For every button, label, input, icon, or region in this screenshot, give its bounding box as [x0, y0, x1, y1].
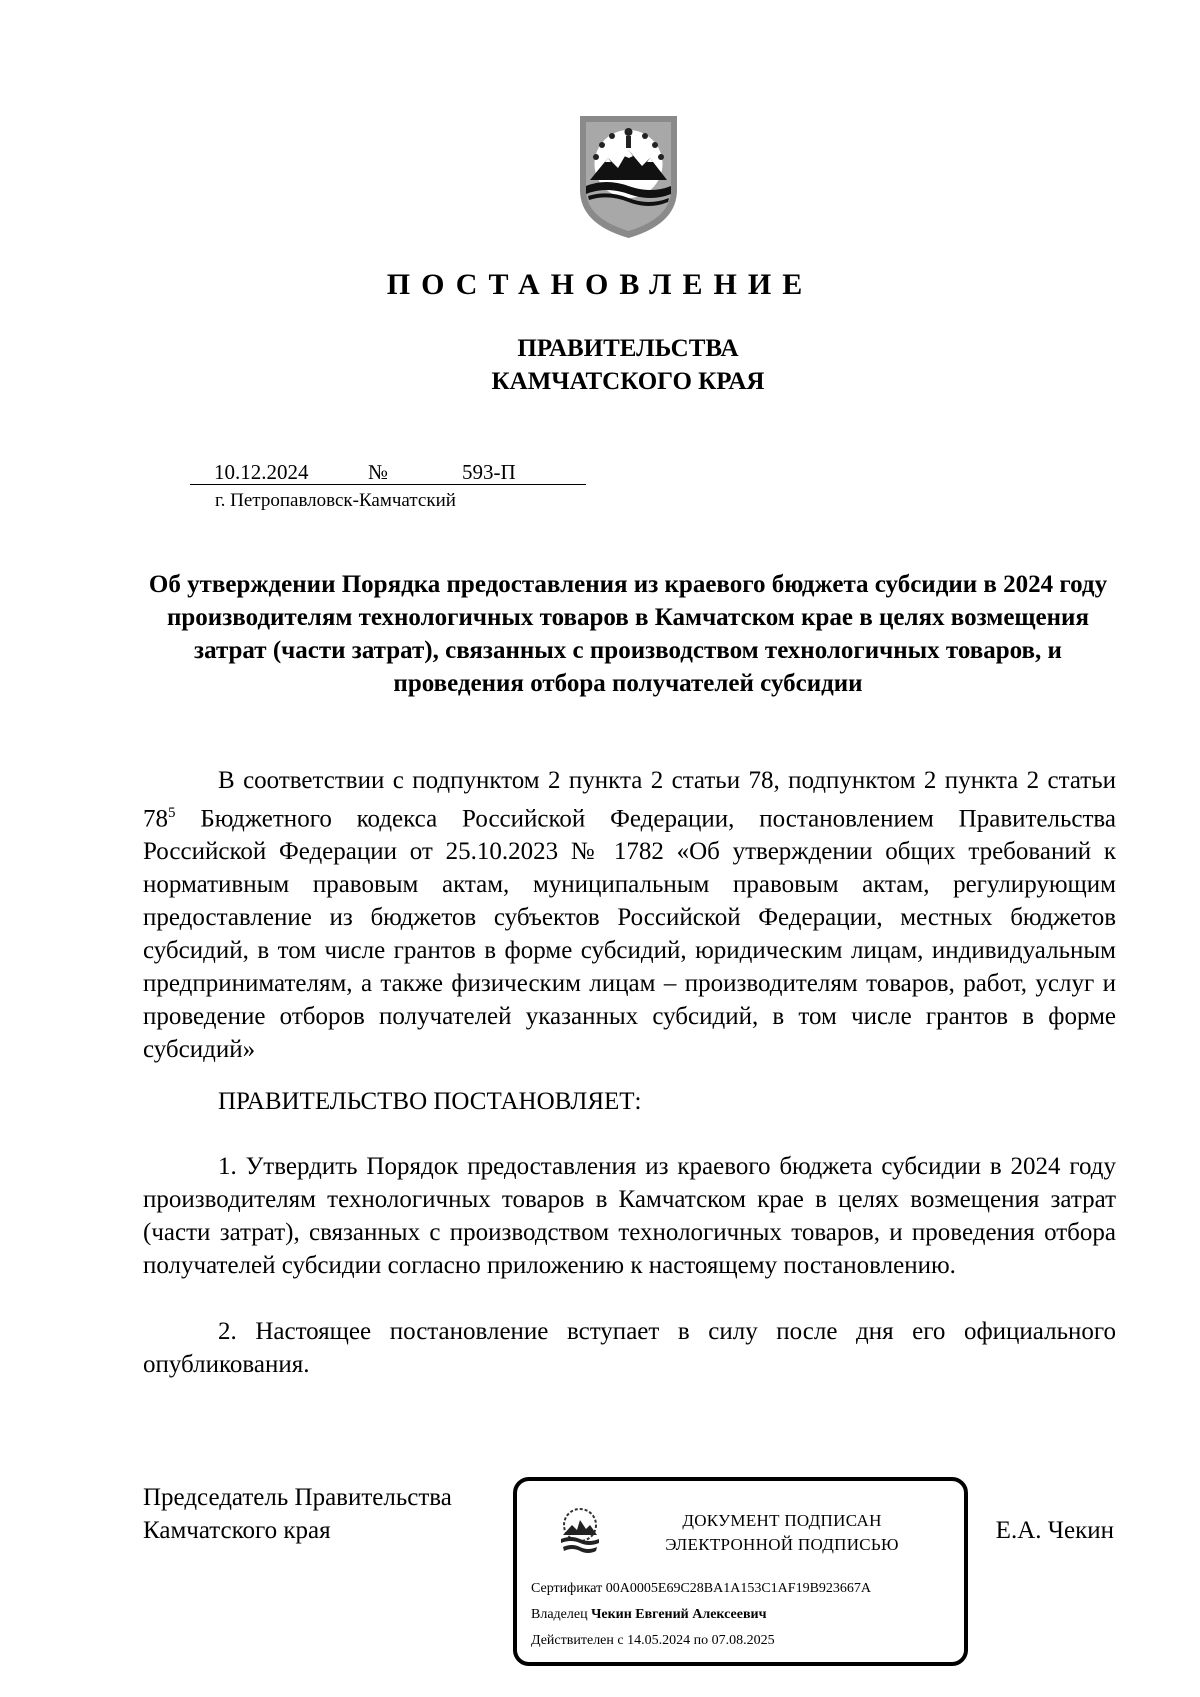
document-date: 10.12.2024 [214, 460, 309, 484]
authority-line-2: КАМЧАТСКОГО КРАЯ [491, 368, 765, 395]
issuing-authority [0, 332, 1200, 398]
valid-label: Действителен с [531, 1633, 624, 1648]
valid-from: 14.05.2024 [627, 1633, 691, 1648]
date-number-line [190, 460, 586, 485]
preamble-text-1: В соответствии с подпунктом 2 пункта 2 статьи 78, подпунктом 2 пункта 2 статьи 78 [143, 767, 1116, 833]
certificate-line [531, 1581, 871, 1597]
stamp-heading-line-2: ЭЛЕКТРОННОЙ ПОДПИСЬЮ [665, 1535, 899, 1554]
authority-line-1: ПРАВИТЕЛЬСТВА [517, 335, 739, 362]
preamble-paragraph [143, 764, 1116, 1066]
stamp-heading-line-1: ДОКУМЕНТ ПОДПИСАН [682, 1511, 882, 1530]
valid-to-label: по [693, 1633, 709, 1648]
owner-value: Чекин Евгений Алексеевич [591, 1607, 767, 1622]
resolution-item-2: 2. Настоящее постановление вступает в силу после дня его официального опубликования. [143, 1318, 1116, 1378]
validity-line [531, 1633, 775, 1649]
electronic-signature-stamp [513, 1477, 968, 1666]
document-number: 593-П [462, 460, 516, 484]
certificate-value: 00A0005E69C28BA1A153C1AF19B923667A [605, 1581, 872, 1596]
owner-line [531, 1607, 766, 1623]
signer-position [143, 1481, 452, 1547]
owner-label: Владелец [531, 1607, 588, 1622]
article-superscript: 5 [168, 805, 176, 821]
document-type-title: ПОСТАНОВЛЕНИЕ [386, 268, 814, 301]
signer-position-line-2: Камчатского края [143, 1517, 331, 1544]
stamp-heading [627, 1509, 937, 1557]
signer-name: Е.А. Чекин [995, 1517, 1114, 1544]
resolves-heading: ПРАВИТЕЛЬСТВО ПОСТАНОВЛЯЕТ: [218, 1088, 642, 1115]
kamchatka-coat-of-arms-icon [557, 1505, 603, 1559]
signer-position-line-1: Председатель Правительства [143, 1484, 452, 1511]
kamchatka-coat-of-arms-icon [576, 112, 681, 242]
resolution-item-1: 1. Утвердить Порядок предоставления из краевого бюджета субсидии в 2024 году производителям технологичных товаров в Камчатском крае в целях возмещения затрат (части затрат), связанных с производством технологичных товаров, и проведения отбора получателей субсидии согласно приложению к настоящему постановлению. [143, 1153, 1116, 1279]
number-sign: № [368, 460, 389, 484]
valid-to: 07.08.2025 [711, 1633, 775, 1648]
certificate-label: Сертификат [531, 1581, 603, 1596]
preamble-text-2: Бюджетного кодекса Российской Федерации, постановлением Правительства Российской Федерации от 25.10.2023 № 1782 «Об утверждении общих требований к нормативным правовым актам, муниципальным правовым актам, регулирующим предоставление из бюджетов субъектов Российской Федерации, местных бюджетов субсидий, в том числе грантов в форме субсидий, юридическим лицам, индивидуальным предпринимателям, а также физическим лицам – производителям товаров, работ, услуг и проведение отборов получателей указанных субсидий, в том числе грантов в форме субсидий» [143, 805, 1116, 1064]
issue-city: г. Петропавловск-Камчатский [215, 490, 456, 511]
document-subject: Об утверждении Порядка предоставления из краевого бюджета субсидии в 2024 году производителям технологичных товаров в Камчатском крае в целях возмещения затрат (части затрат), связанных с производством технологичных товаров, и проведения отбора получателей субсидии [148, 571, 1108, 697]
